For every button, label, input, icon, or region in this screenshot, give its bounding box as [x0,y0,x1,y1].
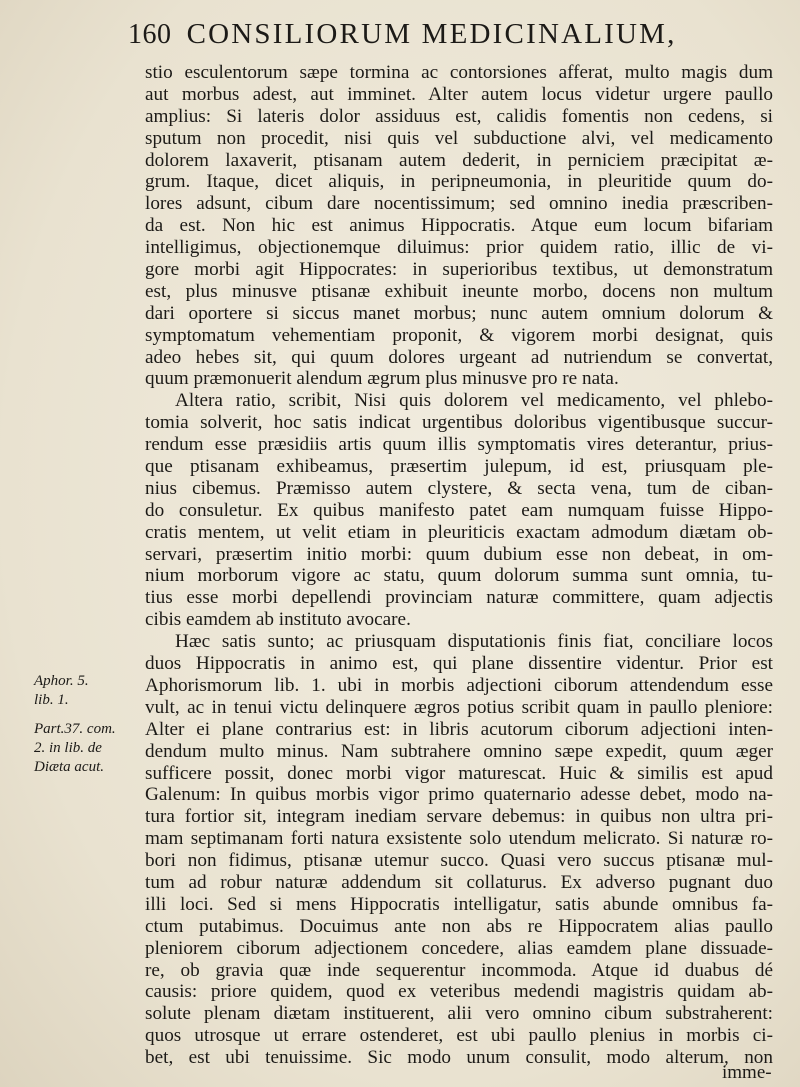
body-text [145,62,773,1069]
margin-note-aphorisms [34,672,140,710]
text-line: tura fortior sit, integram inediam servare debemus: in quibus non ultra pri- [145,806,773,828]
text-line: tum ad robur naturæ addendum sit collaturus. Ex adverso pugnant duo [145,871,773,893]
margin-note-line: lib. 1. [34,692,69,708]
text-line: stio esculentorum sæpe tormina ac contorsiones afferat, multo magis dum [145,62,773,83]
text-line: illi loci. Sed si mens Hippocratis intelligatur, satis abunde omnibus fa- [145,893,773,915]
text-line: servari, præsertim initio morbi: quum dubium esse non debeat, in om- [145,543,773,565]
margin-note-diaeta [34,720,140,777]
text-line: bori non fidimus, ptisanæ utemur succo. Quasi vero succus ptisanæ mul- [145,850,773,872]
text-line: solute plenam diætam instituerent, alii vero omnino cibum substraherent: [145,1003,773,1025]
text-line: Aphorismorum lib. 1. ubi in morbis adjectioni ciborum attendendum esse [145,674,773,696]
text-line: pleniorem ciborum adjectionem concedere, alias eamdem plane dissuade- [145,937,773,959]
text-line: dendum multo minus. Nam subtrahere omnino sæpe expedit, quum æger [145,740,773,762]
text-line: amplius: Si lateris dolor assiduus est, calidis fomentis non cedens, si [145,105,773,127]
text-line: sputum non procedit, nisi quis vel subductione alvi, vel medicamento [145,127,773,149]
text-line: symptomatum vehementiam proponit, & vigorem morbi designat, quis [145,324,773,346]
text-line: nium morborum vigore ac statu, quum dolorum summa sunt omnia, tu- [145,565,773,587]
text-line: aut morbus adest, aut imminet. Alter autem locus videtur urgere paullo [145,83,773,105]
text-line: quos utrosque ut errare ostenderet, est ubi paullo plenius in morbis ci- [145,1025,773,1047]
page-header [128,18,708,58]
text-line: rendum esse præsidiis artis quum illis symptomatis vires deterantur, prius- [145,434,773,456]
text-line: tomia solverit, hoc satis indicat urgentibus doloribus vigentibusque succur- [145,412,773,434]
text-line: ctum putabimus. Docuimus ante non abs re Hippocratem alias paullo [145,915,773,937]
text-line: intelligimus, objectionemque diluimus: prior quidem ratio, illic de vi- [145,237,773,259]
catchword: imme- [722,1062,772,1083]
text-line: gore morbi agit Hippocrates: in superioribus textibus, ut demonstratum [145,259,773,281]
text-line: cratis mentem, ut velit etiam in pleuriticis exactam admodum diætam ob- [145,521,773,543]
text-line: grum. Itaque, dicet aliquis, in peripneumonia, in pleuritide quum do- [145,171,773,193]
text-line: Altera ratio, scribit, Nisi quis dolorem vel medicamento, vel phlebo- [175,390,773,412]
text-line: causis: priore quidem, quod ex veteribus medendi magistris quidam ab- [145,981,773,1003]
text-line: duos Hippocratis in animo est, qui plane dissentire videntur. Prior est [145,653,773,675]
margin-notes [34,672,140,779]
text-line: Alter ei plane contrarius est: in libris acutorum ciborum adjectioni inten- [145,718,773,740]
text-line: do consuletur. Ex quibus manifesto patet eam numquam fuisse Hippo- [145,499,773,521]
text-line: Hæc satis sunto; ac priusquam disputationis finis fiat, conciliare locos [175,631,773,653]
margin-note-line: Aphor. 5. [34,673,89,689]
margin-note-line: Diæta acut. [34,759,104,775]
text-line: sufficere possit, donec morbi vigor maturescat. Huic & similis est apud [145,762,773,784]
text-line: quum præmonuerit alendum ægrum plus minusve pro re nata. [145,368,619,390]
text-line: bet, est ubi tenuissime. Sic modo unum consulit, modo alterum, non [145,1047,773,1069]
text-line: lores adsunt, cibum dare nocentissimum; sed omnino inedia præscriben- [145,193,773,215]
text-line: que ptisanam exhibeamus, præsertim julepum, id est, priusquam ple- [145,456,773,478]
text-line: nius cibemus. Præmisso autem clystere, & secta vena, tum de ciban- [145,477,773,499]
text-line: tius esse morbi depellendi provinciam naturæ committere, quam adjectis [145,587,773,609]
running-title: CONSILIORUM MEDICINALIUM, [186,18,677,50]
text-line: est, plus minusve ptisanæ exhibuit ineunte morbo, docens non multum [145,280,773,302]
text-line: Galenum: In quibus morbis vigor primo quaternario adesse debet, modo na- [145,784,773,806]
text-line: dolorem laxaverit, ptisanam autem dederit, in perniciem præcipitat æ- [145,149,773,171]
text-line: dari oportere si siccus manet morbus; nunc autem omnium dolorum & [145,302,773,324]
text-line: da est. Non hic est animus Hippocratis. Atque eum locum bifariam [145,215,773,237]
text-line: cibis eamdem ab instituto avocare. [145,609,411,631]
text-line: re, ob gravia quæ inde sequerentur incommoda. Atque id duabus dé [145,959,773,981]
page-number: 160 [128,19,172,50]
text-line: adeo hebes sit, qui quum dolores urgeant ad nutriendum se convertat, [145,346,773,368]
text-line: vult, ac in tenui victu delinquere ægros potius scribit quam in paullo pleniore: [145,696,773,718]
margin-note-line: Part.37. com. [34,721,116,737]
text-line: mam septimanam forti natura exsistente solo utendum melicrato. Si naturæ ro- [145,828,773,850]
margin-note-line: 2. in lib. de [34,740,102,756]
